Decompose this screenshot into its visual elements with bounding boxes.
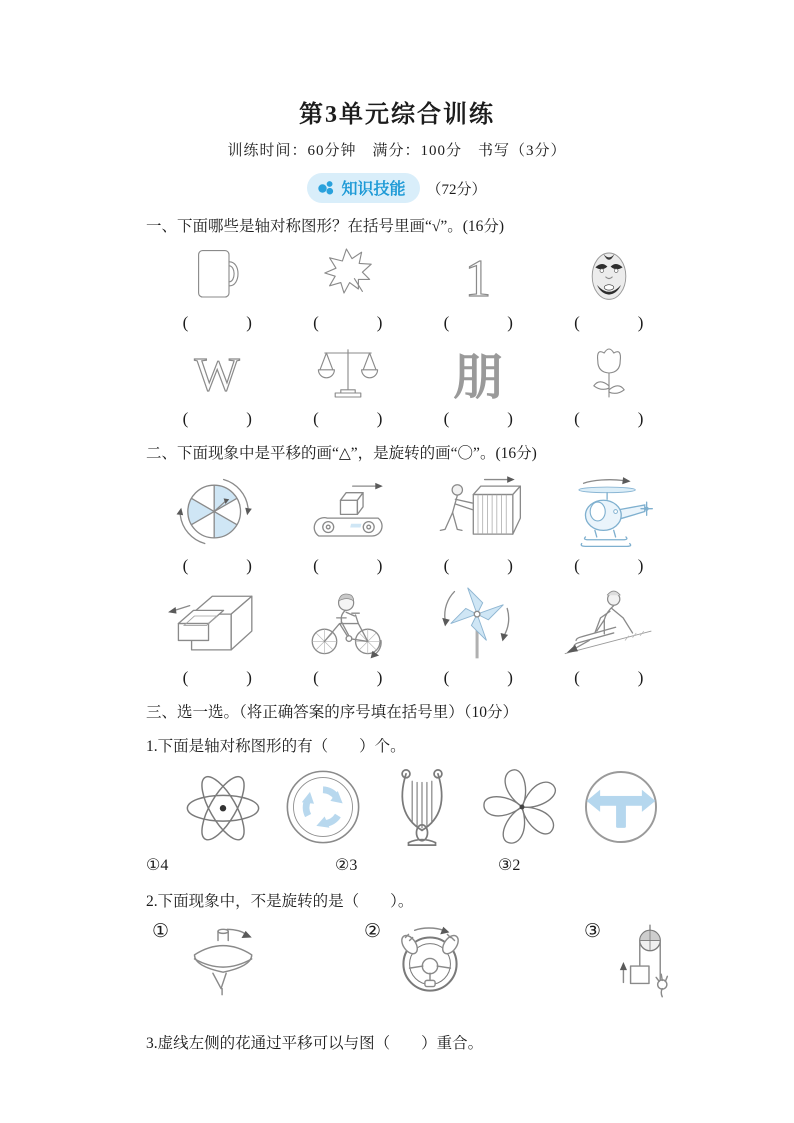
answer-bracket: ( ) <box>443 556 513 575</box>
knowledge-skills-badge <box>307 173 419 203</box>
q3-item-steering-wheel <box>364 919 476 1005</box>
question2-row1 <box>146 465 674 577</box>
q1-item-maple-leaf <box>283 245 414 334</box>
badge-label: 知识技能 <box>341 181 406 198</box>
answer-bracket: ( ) <box>182 556 252 575</box>
question1-heading: 一、下面哪些是轴对称图形？在括号里画“√”。(16分) <box>146 218 505 235</box>
answer-bracket: ( ) <box>574 313 644 332</box>
q3-sub1-text: 1.下面是轴对称图形的有（ ）个。 <box>146 738 406 755</box>
q3-sub1-images <box>146 764 674 850</box>
lyre-icon <box>375 764 469 850</box>
pushing-container-icon <box>418 472 538 552</box>
answer-bracket: ( ) <box>313 556 383 575</box>
svg-text:1: 1 <box>465 250 492 309</box>
answer-bracket: ( ) <box>313 668 383 687</box>
answer-bracket: ( ) <box>182 668 252 687</box>
svg-text:W: W <box>194 348 240 402</box>
option-1: ①4 <box>146 857 169 874</box>
skier-icon <box>549 584 669 664</box>
q2-item-drawer <box>152 584 283 689</box>
q2-item-pinwheel <box>413 584 544 689</box>
q3-sub1-options <box>146 855 674 879</box>
circled-number-2: ② <box>364 921 382 942</box>
maple-leaf-icon <box>289 245 407 309</box>
answer-bracket: ( ) <box>313 313 383 332</box>
flower-icon <box>475 764 569 850</box>
question1-row1 <box>146 238 674 334</box>
q3-item-rotation-arrows <box>276 764 376 850</box>
conveyor-belt-icon <box>288 472 408 552</box>
q2-item-helicopter <box>544 472 675 577</box>
answer-bracket: ( ) <box>182 409 252 428</box>
section-badge-row <box>0 173 794 203</box>
question1-row2 <box>146 334 674 430</box>
q3-sub2-text: 2.下面现象中，不是旋转的是（ ）。 <box>146 893 414 910</box>
q3-sub2-images <box>146 919 674 1021</box>
q1-item-tulip <box>544 341 675 430</box>
helicopter-icon <box>549 472 669 552</box>
answer-bracket: ( ) <box>443 409 513 428</box>
q1-item-letter-w <box>152 341 283 430</box>
q3-item-lyre <box>375 764 475 850</box>
option-3: ③2 <box>498 857 521 874</box>
q1-item-opera-mask <box>544 245 675 334</box>
mug-icon <box>158 245 276 309</box>
circled-number-1: ① <box>152 921 170 942</box>
peng-character-glyph: 朋 <box>453 349 504 405</box>
answer-bracket: ( ) <box>182 313 252 332</box>
dots-cluster-icon <box>317 179 335 197</box>
pulley-icon <box>604 919 696 1005</box>
letter-w-glyph <box>158 341 276 405</box>
answer-bracket: ( ) <box>443 668 513 687</box>
spinning-wheel-icon <box>157 472 277 552</box>
q1-item-balance-scale <box>283 341 414 430</box>
balance-scale-icon <box>289 341 407 405</box>
q3-item-road-sign <box>574 764 674 850</box>
q3-item-atom <box>176 764 276 850</box>
answer-bracket: ( ) <box>443 313 513 332</box>
q3-item-pulley <box>584 919 696 1005</box>
bicycle-icon <box>288 584 408 664</box>
q3-sub3-text: 3.虚线左侧的花通过平移可以与图（ ）重合。 <box>146 1035 484 1052</box>
answer-bracket: ( ) <box>313 409 383 428</box>
spinning-top-icon <box>172 919 264 1005</box>
steering-wheel-icon <box>384 919 476 1005</box>
road-sign-icon <box>574 764 668 850</box>
atom-icon <box>176 764 270 850</box>
circled-number-3: ③ <box>584 921 602 942</box>
page-title: 第3单元综合训练 <box>299 102 495 128</box>
q2-item-bicycle <box>283 584 414 689</box>
q2-item-spinning-wheel <box>152 472 283 577</box>
rotation-arrows-icon <box>276 764 370 850</box>
tulip-icon <box>550 341 668 405</box>
exam-meta: 训练时间：60分钟 满分：100分 书写（3分） <box>227 143 567 159</box>
answer-bracket: ( ) <box>574 556 644 575</box>
q1-item-numeral-one <box>413 245 544 334</box>
question2-row2 <box>146 577 674 689</box>
q3-item-spinning-top <box>152 919 264 1005</box>
content-area <box>146 216 674 1055</box>
q1-item-peng-character <box>413 341 544 430</box>
badge-score: （72分） <box>426 181 487 198</box>
question2-heading: 二、下面现象中是平移的画“△”，是旋转的画“〇”。(16分) <box>146 445 537 462</box>
question3-heading: 三、选一选。（将正确答案的序号填在括号里）（10分） <box>146 704 519 721</box>
opera-mask-icon <box>550 245 668 309</box>
drawer-icon <box>157 584 277 664</box>
q1-item-mug <box>152 245 283 334</box>
q2-item-skier <box>544 584 675 689</box>
answer-bracket: ( ) <box>574 668 644 687</box>
option-2: ②3 <box>335 857 358 874</box>
answer-bracket: ( ) <box>574 409 644 428</box>
pinwheel-icon <box>418 584 538 664</box>
q2-item-conveyor-belt <box>283 472 414 577</box>
q3-item-flower <box>475 764 575 850</box>
q2-item-pushing-container <box>413 472 544 577</box>
numeral-one-glyph <box>419 245 537 309</box>
